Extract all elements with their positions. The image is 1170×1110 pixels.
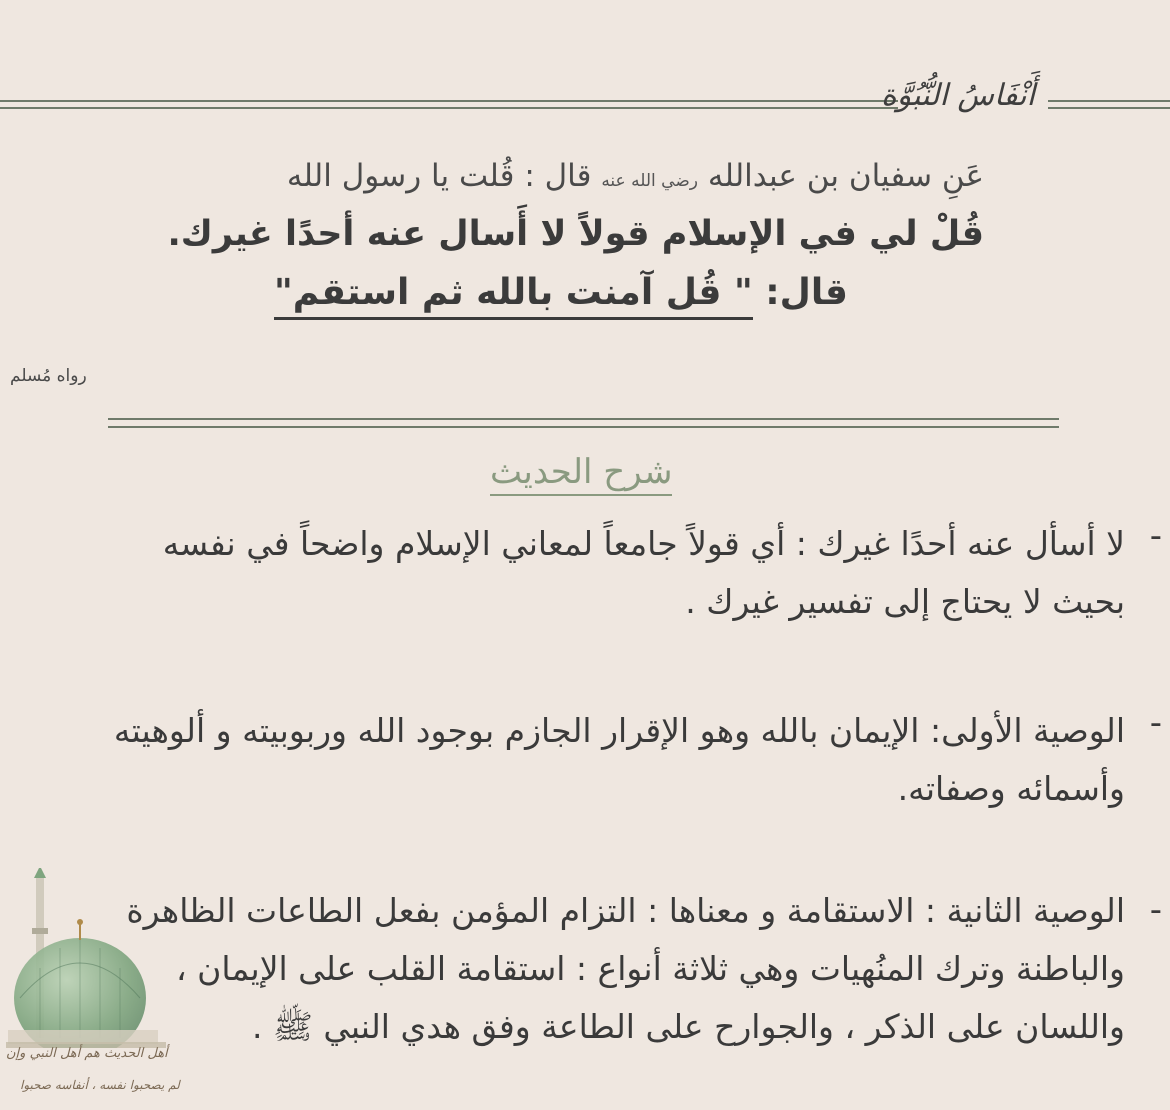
dome-caption-1: أهل الحديث هم أهل النبي وإن (6, 1046, 168, 1061)
green-dome-illustration (0, 868, 200, 1110)
hadith-quote: " قُل آمنت بالله ثم استقم" (274, 272, 753, 320)
separator-top (108, 418, 1059, 420)
point-3-line-2: والباطنة وترك المنُهيات وهي ثلاثة أنواع : استقامة القلب على الإيمان ، (176, 949, 1125, 988)
hadith-line-2: قُلْ لي في الإسلام قولاً لا أَسال عنه أحدًا غيرك. (167, 214, 984, 254)
point-1-line-1: لا أسأل عنه أحدًا غيرك : أي قولاً جامعاً لمعاني الإسلام واضحاً في نفسه (162, 524, 1125, 563)
narrator: رواه مُسلم (10, 366, 87, 386)
point-2-line-2: وأسمائه وصفاته. (897, 769, 1125, 808)
hadith-line-3 (48, 272, 848, 313)
brand-title: أَنْفَاسُ النُّبُوَّة (881, 78, 1035, 113)
header-rule-left-bottom (0, 107, 898, 109)
hadith-honorific: رضي الله عنه (601, 171, 698, 191)
point-1-line-2: بحيث لا يحتاج إلى تفسير غيرك . (685, 582, 1125, 621)
header-rule-right-bottom (1048, 107, 1170, 109)
separator-bottom (108, 426, 1059, 428)
point-1 (163, 515, 1125, 631)
dome-caption-2: لم يصحبوا نفسه ، أنفاسه صحبوا (20, 1078, 180, 1092)
header-rule-left-top (0, 100, 898, 102)
header-rule-right-top (1048, 100, 1170, 102)
section-title: شرح الحديث (490, 452, 672, 496)
point-2 (114, 702, 1125, 818)
hadith-line-3-a: قال: (765, 272, 848, 313)
hadith-line-1-a: عَنِ سفيان بن عبدالله (707, 158, 984, 194)
bullet-3: - (1149, 890, 1162, 930)
point-2-line-1: الوصية الأولى: الإيمان بالله وهو الإقرار الجازم بوجود الله وربوبيته و ألوهيته (113, 711, 1125, 750)
hadith-line-1-c: قال : قُلت يا رسول الله (286, 158, 592, 194)
point-3 (126, 882, 1125, 1056)
dome-icon (0, 868, 200, 1048)
bullet-1: - (1149, 516, 1162, 556)
point-3-line-3: واللسان على الذكر ، والجوارح على الطاعة وفق هدي النبي ﷺ . (252, 1007, 1125, 1046)
point-3-line-1: الوصية الثانية : الاستقامة و معناها : التزام المؤمن بفعل الطاعات الظاهرة (126, 891, 1125, 930)
bullet-2: - (1149, 703, 1162, 743)
hadith-line-1 (184, 158, 984, 194)
